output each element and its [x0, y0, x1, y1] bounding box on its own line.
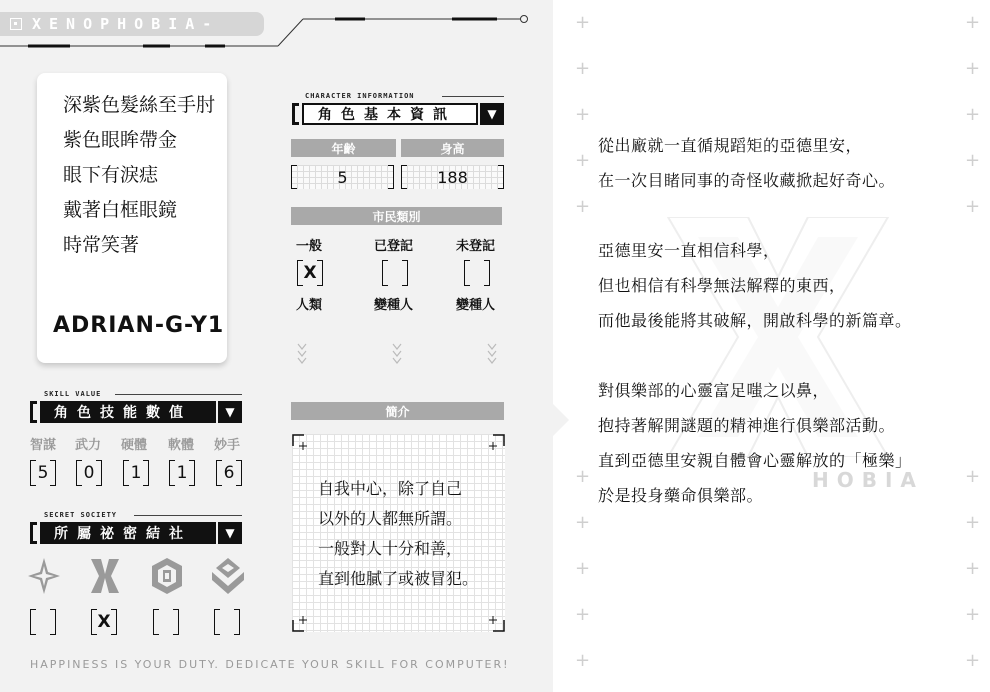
trait-line: 時常笑著 — [63, 234, 140, 256]
story-line: 但也相信有科學無法解釋的東西， — [598, 276, 846, 295]
category-checkbox[interactable] — [382, 260, 408, 286]
plus-icon: + — [575, 58, 591, 79]
trait-line: 深紫色髮絲至手肘 — [63, 94, 216, 116]
check-mark: X — [97, 612, 111, 632]
category-sublabel: 變種人 — [456, 298, 496, 313]
age-label: 年齡 — [291, 139, 396, 157]
skill-caption: SKILL VALUE — [44, 390, 102, 398]
skill-value — [123, 460, 149, 486]
trait-line: 眼下有淚痣 — [63, 164, 159, 186]
society-checkbox[interactable] — [214, 609, 240, 635]
society-checkbox[interactable] — [91, 609, 117, 635]
chevron-down-icon — [487, 342, 497, 366]
plus-icon: + — [965, 58, 981, 79]
caption-rule — [442, 96, 504, 97]
intro-label: 簡介 — [291, 402, 504, 420]
story-line: 直到亞德里安親自體會心靈解放的「極樂」 — [598, 451, 912, 470]
height-label: 身高 — [401, 139, 504, 157]
panel-notch — [553, 404, 569, 436]
height-value — [401, 165, 504, 189]
height-value-text: 188 — [437, 167, 468, 187]
category-label: 未登記 — [456, 239, 496, 254]
character-info-caption: CHARACTER INFORMATION — [305, 92, 415, 100]
story-line: 而他最後能將其破解，開啟科學的新篇章。 — [598, 311, 912, 330]
society-checkbox[interactable] — [30, 609, 56, 635]
story-line: 對俱樂部的心靈富足嗤之以鼻， — [598, 381, 830, 400]
plus-icon: + — [575, 558, 591, 579]
character-info-header — [292, 103, 504, 125]
dropdown-arrow-icon[interactable]: ▼ — [218, 401, 242, 423]
plus-icon: + — [575, 466, 591, 487]
category-checkbox[interactable] — [297, 260, 323, 286]
plus-icon: + — [965, 466, 981, 487]
hourglass-emblem-icon — [87, 556, 123, 596]
plus-icon: + — [575, 104, 591, 125]
skill-value-text: 6 — [223, 463, 235, 483]
footer-slogan: HAPPINESS IS YOUR DUTY. DEDICATE YOUR SKILL FOR COMPUTER! — [30, 658, 510, 671]
profile-card — [37, 73, 227, 363]
plus-icon: + — [965, 104, 981, 125]
skill-value — [216, 460, 242, 486]
intro-line: 直到他膩了或被冒犯。 — [318, 569, 479, 588]
skill-value-text: 1 — [176, 463, 188, 483]
plus-icon: + — [575, 196, 591, 217]
plus-icon: + — [965, 650, 981, 671]
circuit-lines — [0, 0, 553, 60]
dropdown-arrow-icon[interactable]: ▼ — [480, 103, 504, 125]
plus-icon: + — [575, 150, 591, 171]
story-line: 亞德里安一直相信科學， — [598, 241, 780, 260]
intro-frame — [292, 434, 505, 632]
skill-title: 角色技能數值 — [40, 401, 216, 423]
skill-value-text: 5 — [37, 463, 49, 483]
skill-value-text: 1 — [130, 463, 142, 483]
header-bracket — [292, 103, 299, 125]
skill-label: 武力 — [75, 438, 102, 453]
category-sublabel: 人類 — [296, 298, 323, 313]
intro-line: 一般對人十分和善， — [318, 539, 463, 558]
category-checkbox[interactable] — [464, 260, 490, 286]
chevron-emblem-icon — [210, 556, 246, 596]
story-line: 在一次目睹同事的奇怪收藏掀起好奇心。 — [598, 171, 896, 190]
category-sublabel: 變種人 — [374, 298, 414, 313]
skill-label: 軟體 — [168, 438, 195, 453]
chevron-down-icon — [392, 342, 402, 366]
trait-line: 紫色眼眸帶金 — [63, 129, 178, 151]
plus-icon: + — [965, 150, 981, 171]
code-name: ADRIAN-G-Y1 — [53, 313, 225, 338]
caption-rule — [115, 394, 242, 395]
story-line: 於是投身藥命俱樂部。 — [598, 486, 764, 505]
society-header — [30, 522, 242, 544]
intro-line: 自我中心，除了自己 — [318, 479, 463, 498]
header-bracket — [30, 401, 37, 423]
plus-icon: + — [965, 12, 981, 33]
character-info-title: 角色基本資訊 — [302, 103, 478, 125]
society-checkbox[interactable] — [153, 609, 179, 635]
skill-value — [76, 460, 102, 486]
plus-icon: + — [965, 512, 981, 533]
plus-icon: + — [575, 12, 591, 33]
plus-icon: + — [965, 558, 981, 579]
skill-value — [30, 460, 56, 486]
age-value-text: 5 — [337, 167, 348, 187]
trait-line: 戴著白框眼鏡 — [63, 199, 178, 221]
caption-rule — [134, 515, 242, 516]
logo-text: XENOPHOBIA- — [32, 15, 220, 33]
intro-box — [292, 434, 505, 632]
plus-icon: + — [575, 650, 591, 671]
chevron-down-icon — [297, 342, 307, 366]
plus-icon: + — [965, 196, 981, 217]
skill-value-text: 0 — [83, 463, 95, 483]
society-caption: SECRET SOCIETY — [44, 511, 118, 519]
category-label: 一般 — [296, 239, 323, 254]
star-emblem-icon — [26, 556, 62, 596]
skill-label: 妙手 — [214, 438, 241, 453]
skill-label: 智謀 — [30, 438, 57, 453]
intro-line: 以外的人都無所謂。 — [318, 509, 463, 528]
plus-icon: + — [575, 604, 591, 625]
skill-label: 硬體 — [121, 438, 148, 453]
plus-icon: + — [965, 604, 981, 625]
skill-header — [30, 401, 242, 423]
hexagon-emblem-icon — [149, 556, 185, 596]
citizen-label: 市民類別 — [291, 207, 502, 225]
society-title: 所屬祕密結社 — [40, 522, 216, 544]
plus-icon: + — [575, 512, 591, 533]
story-line: 抱持著解開謎題的精神進行俱樂部活動。 — [598, 416, 896, 435]
category-label: 已登記 — [374, 239, 414, 254]
story-line: 從出廠就一直循規蹈矩的亞德里安， — [598, 136, 863, 155]
header-bracket — [30, 522, 37, 544]
watermark-text: HOBIA — [812, 468, 924, 492]
age-value — [291, 165, 394, 189]
skill-value — [169, 460, 195, 486]
dropdown-arrow-icon[interactable]: ▼ — [218, 522, 242, 544]
check-mark: X — [303, 263, 317, 283]
